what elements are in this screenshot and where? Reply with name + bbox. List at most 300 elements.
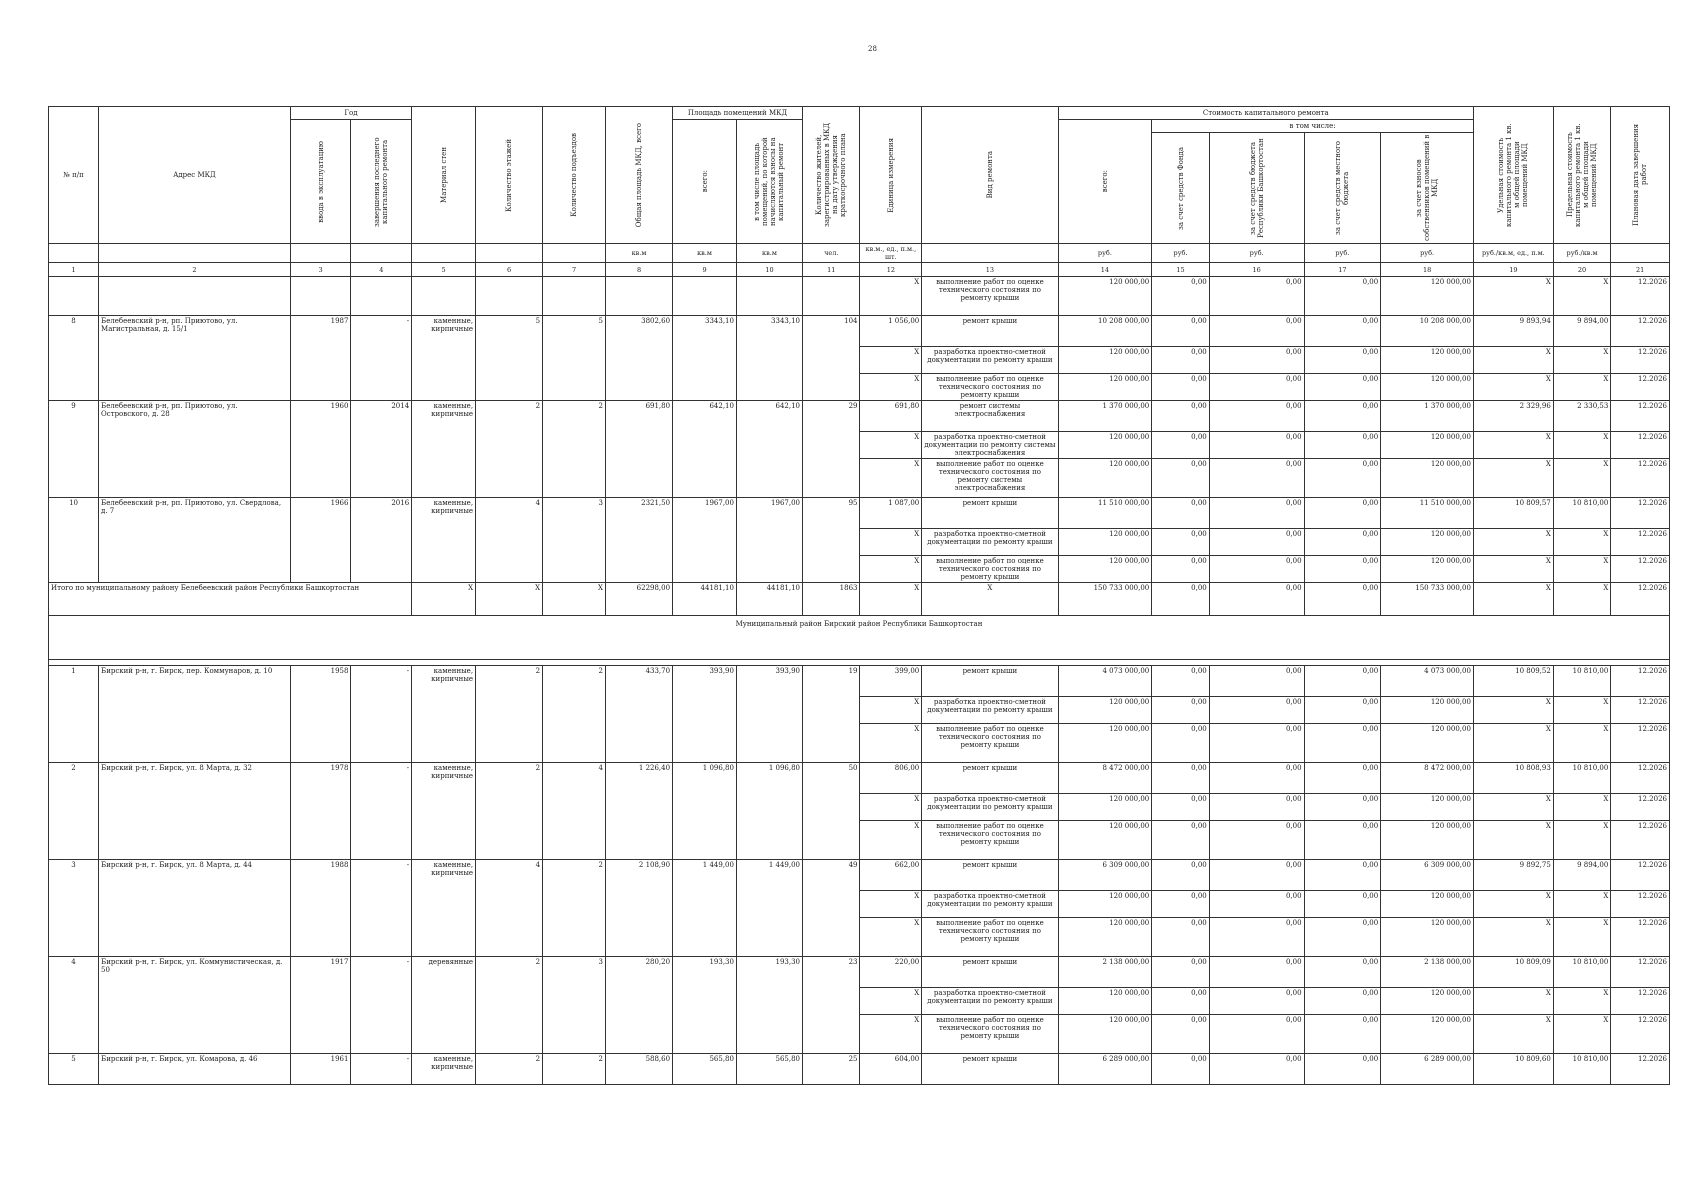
table-cell: каменные, кирпичные (412, 1054, 476, 1085)
table-cell: 0,00 (1209, 529, 1304, 556)
column-number-cell: 1 (49, 263, 99, 277)
table-cell: 691,80 (605, 401, 672, 498)
table-cell: 6 289 000,00 (1381, 1054, 1474, 1085)
table-row (49, 666, 1670, 697)
table-cell: 120 000,00 (1058, 891, 1152, 918)
table-row: X выполнение работ по оценке технического состояния по ремонту крыши 120 000,00 0,00 0,00 0,00 120 000,00 X X 12.2026 (49, 277, 1670, 316)
table-cell: X (412, 583, 476, 616)
table-cell: 0,00 (1304, 666, 1381, 697)
table-cell: 12.2026 (1611, 763, 1670, 794)
column-number-cell: 12 (860, 263, 922, 277)
header-address: Адрес МКД (99, 107, 291, 244)
table-cell: 120 000,00 (1381, 374, 1474, 401)
table-cell: 0,00 (1152, 1015, 1210, 1054)
table-cell: 0,00 (1304, 498, 1381, 529)
table-cell: 62298,00 (605, 583, 672, 616)
table-cell: 12.2026 (1611, 498, 1670, 529)
header-total-area: Общая площадь МКД, всего (605, 107, 672, 244)
table-cell: 0,00 (1304, 316, 1381, 347)
table-cell: - (351, 763, 412, 860)
table-cell: 0,00 (1304, 860, 1381, 891)
table-cell: 9 894,00 (1553, 860, 1611, 891)
table-cell: 1988 (290, 860, 351, 957)
table-cell: 642,10 (736, 401, 802, 498)
table-cell: 193,30 (673, 957, 737, 1054)
table-cell: 0,00 (1152, 988, 1210, 1015)
table-cell: 1987 (290, 316, 351, 401)
table-cell: каменные, кирпичные (412, 498, 476, 583)
table-cell: 0,00 (1209, 666, 1304, 697)
table-cell: Бирский р-н, г. Бирск, пер. Коммунаров, д. 10 (99, 666, 291, 763)
table-cell: X (1553, 529, 1611, 556)
table-cell: 120 000,00 (1058, 697, 1152, 724)
table-cell: 104 (802, 316, 860, 401)
table-cell: X (1553, 891, 1611, 918)
table-cell: выполнение работ по оценке технического состояния по ремонту системы электроснабжения (922, 459, 1058, 498)
table-cell: X (543, 583, 606, 616)
header-cost-group: Стоимость капитального ремонта (1058, 107, 1473, 120)
table-cell: выполнение работ по оценке технического состояния по ремонту крыши (922, 556, 1058, 583)
table-cell: 0,00 (1209, 556, 1304, 583)
table-cell: 0,00 (1152, 918, 1210, 957)
table-cell: 0,00 (1209, 374, 1304, 401)
table-cell: 8 472 000,00 (1381, 763, 1474, 794)
table-cell: 0,00 (1209, 918, 1304, 957)
table-cell: X (1473, 724, 1553, 763)
table-cell: разработка проектно-сметной документации по ремонту крыши (922, 697, 1058, 724)
table-cell: 0,00 (1152, 891, 1210, 918)
table-cell: 0,00 (1152, 498, 1210, 529)
table-cell: - (351, 860, 412, 957)
table-cell: 399,00 (860, 666, 922, 697)
table-cell: X (860, 347, 922, 374)
table-header (49, 107, 1670, 277)
table-cell: 0,00 (1304, 763, 1381, 794)
table-cell: 12.2026 (1611, 860, 1670, 891)
table-cell: X (1553, 347, 1611, 374)
table-cell: 604,00 (860, 1054, 922, 1085)
table-cell: Белебеевский р-н, рп. Приютово, ул. Магистральная, д. 15/1 (99, 316, 291, 401)
table-cell: 25 (802, 1054, 860, 1085)
table-cell: ремонт крыши (922, 763, 1058, 794)
table-cell: 12.2026 (1611, 697, 1670, 724)
column-number-cell: 13 (922, 263, 1058, 277)
table-cell: 2321,50 (605, 498, 672, 583)
table-cell: X (1473, 583, 1553, 616)
table-cell: 0,00 (1152, 347, 1210, 374)
header-year-last-repair: завершения последнего капитального ремонта (351, 120, 412, 244)
repair-plan-table (48, 106, 1670, 1085)
table-cell: X (1473, 794, 1553, 821)
table-cell: 2014 (351, 401, 412, 498)
table-cell: ремонт крыши (922, 666, 1058, 697)
table-cell: 280,20 (605, 957, 672, 1054)
header-area-group: Площадь помещений МКД (673, 107, 803, 120)
header-area-contrib: в том числе площадь помещений, по которой начисляются взносы на капитальный ремонт (736, 120, 802, 244)
table-cell: 2 108,90 (605, 860, 672, 957)
table-cell: 11 510 000,00 (1058, 498, 1152, 529)
table-cell: выполнение работ по оценке технического состояния по ремонту крыши (922, 374, 1058, 401)
table-cell: 588,60 (605, 1054, 672, 1085)
table-cell: 0,00 (1304, 529, 1381, 556)
header-residents: Количество жителей, зарегистрированных в МКД на дату утверждения краткосрочного плана (802, 107, 860, 244)
table-cell: 29 (802, 401, 860, 498)
table-cell: X (860, 1015, 922, 1054)
table-cell: 10 809,57 (1473, 498, 1553, 529)
table-cell: Бирский р-н, г. Бирск, ул. Комарова, д. 46 (99, 1054, 291, 1085)
header-unit-of-measure: Единица измерения (860, 107, 922, 244)
table-cell: Бирский р-н, г. Бирск, ул. Коммунистическая, д. 50 (99, 957, 291, 1054)
table-cell: 120 000,00 (1058, 459, 1152, 498)
table-cell: 10 810,00 (1553, 1054, 1611, 1085)
table-cell: X (1473, 821, 1553, 860)
table-cell: 220,00 (860, 957, 922, 988)
table-cell: 0,00 (1152, 860, 1210, 891)
table-cell: 120 000,00 (1381, 459, 1474, 498)
table-cell: 12.2026 (1611, 583, 1670, 616)
table-cell: 3343,10 (736, 316, 802, 401)
header-year-group: Год (290, 107, 411, 120)
table-cell: 120 000,00 (1381, 347, 1474, 374)
table-cell: 3 (543, 498, 606, 583)
header-wall-material: Материал стен (412, 107, 476, 244)
table-cell: 0,00 (1304, 724, 1381, 763)
unit-cell (922, 244, 1058, 263)
table-cell: каменные, кирпичные (412, 860, 476, 957)
table-cell: X (1553, 432, 1611, 459)
column-number-cell: 19 (1473, 263, 1553, 277)
column-number-cell: 21 (1611, 263, 1670, 277)
table-cell: 0,00 (1209, 459, 1304, 498)
table-cell: 0,00 (1209, 891, 1304, 918)
table-cell: каменные, кирпичные (412, 316, 476, 401)
table-cell: X (1553, 697, 1611, 724)
table-cell: 12.2026 (1611, 459, 1670, 498)
table-cell: - (351, 316, 412, 401)
table-cell: каменные, кирпичные (412, 763, 476, 860)
table-cell: 12.2026 (1611, 724, 1670, 763)
table-cell: 0,00 (1304, 374, 1381, 401)
table-cell: 0,00 (1304, 821, 1381, 860)
unit-cell: руб./кв.м, ед., п.м. (1473, 244, 1553, 263)
table-cell: 0,00 (1152, 666, 1210, 697)
table-cell: X (1553, 374, 1611, 401)
table-cell: 12.2026 (1611, 794, 1670, 821)
column-number-cell: 18 (1381, 263, 1474, 277)
column-number-cell: 20 (1553, 263, 1611, 277)
table-cell: 0,00 (1152, 724, 1210, 763)
table-cell: 0,00 (1209, 957, 1304, 988)
unit-cell (476, 244, 543, 263)
table-cell: 0,00 (1304, 988, 1381, 1015)
column-number-cell: 3 (290, 263, 351, 277)
table-cell: 2 138 000,00 (1058, 957, 1152, 988)
table-cell: 0,00 (1152, 316, 1210, 347)
table-cell: 9 892,75 (1473, 860, 1553, 891)
table-cell: - (351, 666, 412, 763)
table-cell: 11 510 000,00 (1381, 498, 1474, 529)
table-cell: X (1553, 1015, 1611, 1054)
table-cell: 10 809,52 (1473, 666, 1553, 697)
table-cell: 3 (543, 957, 606, 1054)
table-row (49, 498, 1670, 529)
table-cell: 0,00 (1152, 583, 1210, 616)
table-cell: Итого по муниципальному району Белебеевский район Республики Башкортостан (49, 583, 412, 616)
table-cell: 1 449,00 (673, 860, 737, 957)
table-cell: 0,00 (1209, 583, 1304, 616)
table-cell: X (1553, 583, 1611, 616)
table-cell: 12.2026 (1611, 821, 1670, 860)
unit-cell: руб. (1058, 244, 1152, 263)
table-cell: 49 (802, 860, 860, 957)
table-cell: 0,00 (1152, 374, 1210, 401)
table-cell: 6 309 000,00 (1058, 860, 1152, 891)
table-cell: разработка проектно-сметной документации по ремонту крыши (922, 347, 1058, 374)
table-cell: 120 000,00 (1058, 374, 1152, 401)
table-cell: 12.2026 (1611, 316, 1670, 347)
table-cell: 0,00 (1209, 1054, 1304, 1085)
table-cell: 0,00 (1152, 432, 1210, 459)
table-cell: 4 (476, 498, 543, 583)
table-cell: X (860, 459, 922, 498)
table-cell: ремонт крыши (922, 1054, 1058, 1085)
table-cell: 2 330,53 (1553, 401, 1611, 432)
table-cell: каменные, кирпичные (412, 666, 476, 763)
table-cell: 3 (49, 860, 99, 957)
unit-cell: руб. (1152, 244, 1210, 263)
table-cell: 393,90 (736, 666, 802, 763)
table-cell: 1 096,80 (736, 763, 802, 860)
table-cell: 0,00 (1209, 988, 1304, 1015)
table-cell: 0,00 (1304, 401, 1381, 432)
unit-cell: кв.м (736, 244, 802, 263)
table-cell: выполнение работ по оценке технического состояния по ремонту крыши (922, 724, 1058, 763)
table-cell: разработка проектно-сметной документации по ремонту крыши (922, 794, 1058, 821)
units-row (49, 244, 1670, 263)
table-cell: 8 (49, 316, 99, 401)
table-cell: ремонт крыши (922, 498, 1058, 529)
table-cell: X (1473, 988, 1553, 1015)
table-cell: 0,00 (1209, 763, 1304, 794)
table-cell: 4 (49, 957, 99, 1054)
header-fund: за счет средств Фонда (1152, 133, 1210, 244)
table-cell: 4 (476, 860, 543, 957)
table-cell: 662,00 (860, 860, 922, 891)
unit-cell (99, 244, 291, 263)
table-cell: 1 096,80 (673, 763, 737, 860)
table-cell: X (1553, 459, 1611, 498)
table-cell: 10 208 000,00 (1381, 316, 1474, 347)
table-cell: X (860, 821, 922, 860)
table-cell: ремонт системы электроснабжения (922, 401, 1058, 432)
column-number-cell: 17 (1304, 263, 1381, 277)
column-number-cell: 10 (736, 263, 802, 277)
table-cell: 10 808,93 (1473, 763, 1553, 794)
table-cell: разработка проектно-сметной документации по ремонту крыши (922, 529, 1058, 556)
header-year-commissioned: ввода в эксплуатацию (290, 120, 351, 244)
table-cell: 2 (49, 763, 99, 860)
table-cell: X (1473, 556, 1553, 583)
table-cell: 0,00 (1152, 401, 1210, 432)
header-floors: Количество этажей (476, 107, 543, 244)
column-number-cell: 7 (543, 263, 606, 277)
unit-cell: руб. (1381, 244, 1474, 263)
table-cell: 0,00 (1152, 529, 1210, 556)
table-cell: 120 000,00 (1058, 347, 1152, 374)
unit-cell (1611, 244, 1670, 263)
column-number-cell: 6 (476, 263, 543, 277)
municipality-row (49, 616, 1670, 660)
table-cell: 0,00 (1304, 1054, 1381, 1085)
column-number-cell: 14 (1058, 263, 1152, 277)
table-cell: выполнение работ по оценке технического состояния по ремонту крыши (922, 1015, 1058, 1054)
table-cell: 120 000,00 (1381, 794, 1474, 821)
table-cell: 150 733 000,00 (1381, 583, 1474, 616)
table-cell: 2 (543, 1054, 606, 1085)
table-cell: 120 000,00 (1381, 1015, 1474, 1054)
table-row (49, 316, 1670, 347)
table-cell: 1961 (290, 1054, 351, 1085)
table-cell: 4 073 000,00 (1058, 666, 1152, 697)
table-body (49, 277, 1670, 1085)
table-cell: разработка проектно-сметной документации по ремонту системы электроснабжения (922, 432, 1058, 459)
repair-plan-table-sheet (48, 106, 1670, 1085)
table-cell: 120 000,00 (1381, 529, 1474, 556)
table-cell: 0,00 (1209, 821, 1304, 860)
table-cell: 10 810,00 (1553, 666, 1611, 697)
table-cell: 12.2026 (1611, 529, 1670, 556)
table-cell: 1 370 000,00 (1058, 401, 1152, 432)
table-cell: X (860, 374, 922, 401)
table-cell: 3802,60 (605, 316, 672, 401)
table-cell: 1 056,00 (860, 316, 922, 347)
table-cell: Бирский р-н, г. Бирск, ул. 8 Марта, д. 32 (99, 763, 291, 860)
table-cell: X (1473, 374, 1553, 401)
table-cell: 642,10 (673, 401, 737, 498)
table-cell: 1960 (290, 401, 351, 498)
table-cell: 2 (543, 860, 606, 957)
table-cell: X (1553, 821, 1611, 860)
table-cell: 10 (49, 498, 99, 583)
table-cell: 120 000,00 (1058, 529, 1152, 556)
column-numbers-row (49, 263, 1670, 277)
column-number-cell: 8 (605, 263, 672, 277)
table-cell: 0,00 (1304, 891, 1381, 918)
table-cell: X (860, 988, 922, 1015)
table-cell: 150 733 000,00 (1058, 583, 1152, 616)
table-cell: 2 (476, 401, 543, 498)
unit-cell: руб./кв.м (1553, 244, 1611, 263)
table-row (49, 957, 1670, 988)
table-cell: 1966 (290, 498, 351, 583)
table-cell: 393,90 (673, 666, 737, 763)
column-number-cell: 5 (412, 263, 476, 277)
table-cell: 4 (543, 763, 606, 860)
table-cell: 120 000,00 (1381, 988, 1474, 1015)
table-cell: 50 (802, 763, 860, 860)
table-cell: 0,00 (1152, 821, 1210, 860)
table-cell: 10 208 000,00 (1058, 316, 1152, 347)
table-cell: 565,80 (673, 1054, 737, 1085)
table-cell: X (1553, 988, 1611, 1015)
header-local-budget: за счет средств местного бюджета (1304, 133, 1381, 244)
table-cell: 12.2026 (1611, 918, 1670, 957)
table-cell: 0,00 (1152, 1054, 1210, 1085)
table-cell: 10 810,00 (1553, 763, 1611, 794)
table-cell: 1967,00 (673, 498, 737, 583)
table-cell: 12.2026 (1611, 666, 1670, 697)
table-cell: 0,00 (1209, 860, 1304, 891)
table-cell: 12.2026 (1611, 401, 1670, 432)
table-cell: 0,00 (1152, 763, 1210, 794)
table-cell: 120 000,00 (1058, 918, 1152, 957)
table-cell: 2 (476, 666, 543, 763)
table-cell: X (860, 583, 922, 616)
table-cell: 2 (476, 957, 543, 1054)
table-cell: X (1473, 347, 1553, 374)
table-cell: 120 000,00 (1381, 891, 1474, 918)
table-cell: X (860, 724, 922, 763)
table-cell: 12.2026 (1611, 988, 1670, 1015)
table-cell: X (1473, 918, 1553, 957)
unit-cell (351, 244, 412, 263)
table-cell: 0,00 (1209, 1015, 1304, 1054)
table-cell: 5 (476, 316, 543, 401)
page-number: 28 (868, 45, 877, 53)
table-cell: X (1473, 459, 1553, 498)
table-cell: 120 000,00 (1058, 988, 1152, 1015)
table-cell: разработка проектно-сметной документации по ремонту крыши (922, 988, 1058, 1015)
table-cell: 0,00 (1304, 1015, 1381, 1054)
table-cell: 120 000,00 (1058, 794, 1152, 821)
table-cell: 691,80 (860, 401, 922, 432)
table-cell: 120 000,00 (1058, 821, 1152, 860)
table-cell: 193,30 (736, 957, 802, 1054)
table-cell: деревянные (412, 957, 476, 1054)
table-cell: 1967,00 (736, 498, 802, 583)
table-cell: 120 000,00 (1058, 556, 1152, 583)
table-cell: 0,00 (1304, 459, 1381, 498)
unit-cell: кв.м (605, 244, 672, 263)
table-cell: 10 810,00 (1553, 498, 1611, 529)
unit-cell (290, 244, 351, 263)
header-cost-total: всего: (1058, 120, 1152, 244)
table-cell: 0,00 (1209, 724, 1304, 763)
unit-cell: руб. (1304, 244, 1381, 263)
table-cell: 12.2026 (1611, 556, 1670, 583)
header-owners: за счет взносов собственников помещений в МКД (1381, 133, 1474, 244)
table-cell: 44181,10 (673, 583, 737, 616)
table-cell: 0,00 (1209, 794, 1304, 821)
table-cell: 0,00 (1304, 432, 1381, 459)
header-repair-type: Вид ремонта (922, 107, 1058, 244)
table-cell: 0,00 (1209, 498, 1304, 529)
table-cell: 2 329,96 (1473, 401, 1553, 432)
unit-cell: кв.м (673, 244, 737, 263)
table-cell: 0,00 (1304, 556, 1381, 583)
header-area-all: всего: (673, 120, 737, 244)
table-cell: ремонт крыши (922, 860, 1058, 891)
table-cell: 4 073 000,00 (1381, 666, 1474, 697)
table-cell: 0,00 (1304, 957, 1381, 988)
table-cell: 6 309 000,00 (1381, 860, 1474, 891)
table-cell: X (860, 794, 922, 821)
table-cell: X (1473, 891, 1553, 918)
table-cell: 12.2026 (1611, 432, 1670, 459)
table-cell: 0,00 (1152, 957, 1210, 988)
column-number-cell: 2 (99, 263, 291, 277)
table-cell: 10 809,60 (1473, 1054, 1553, 1085)
